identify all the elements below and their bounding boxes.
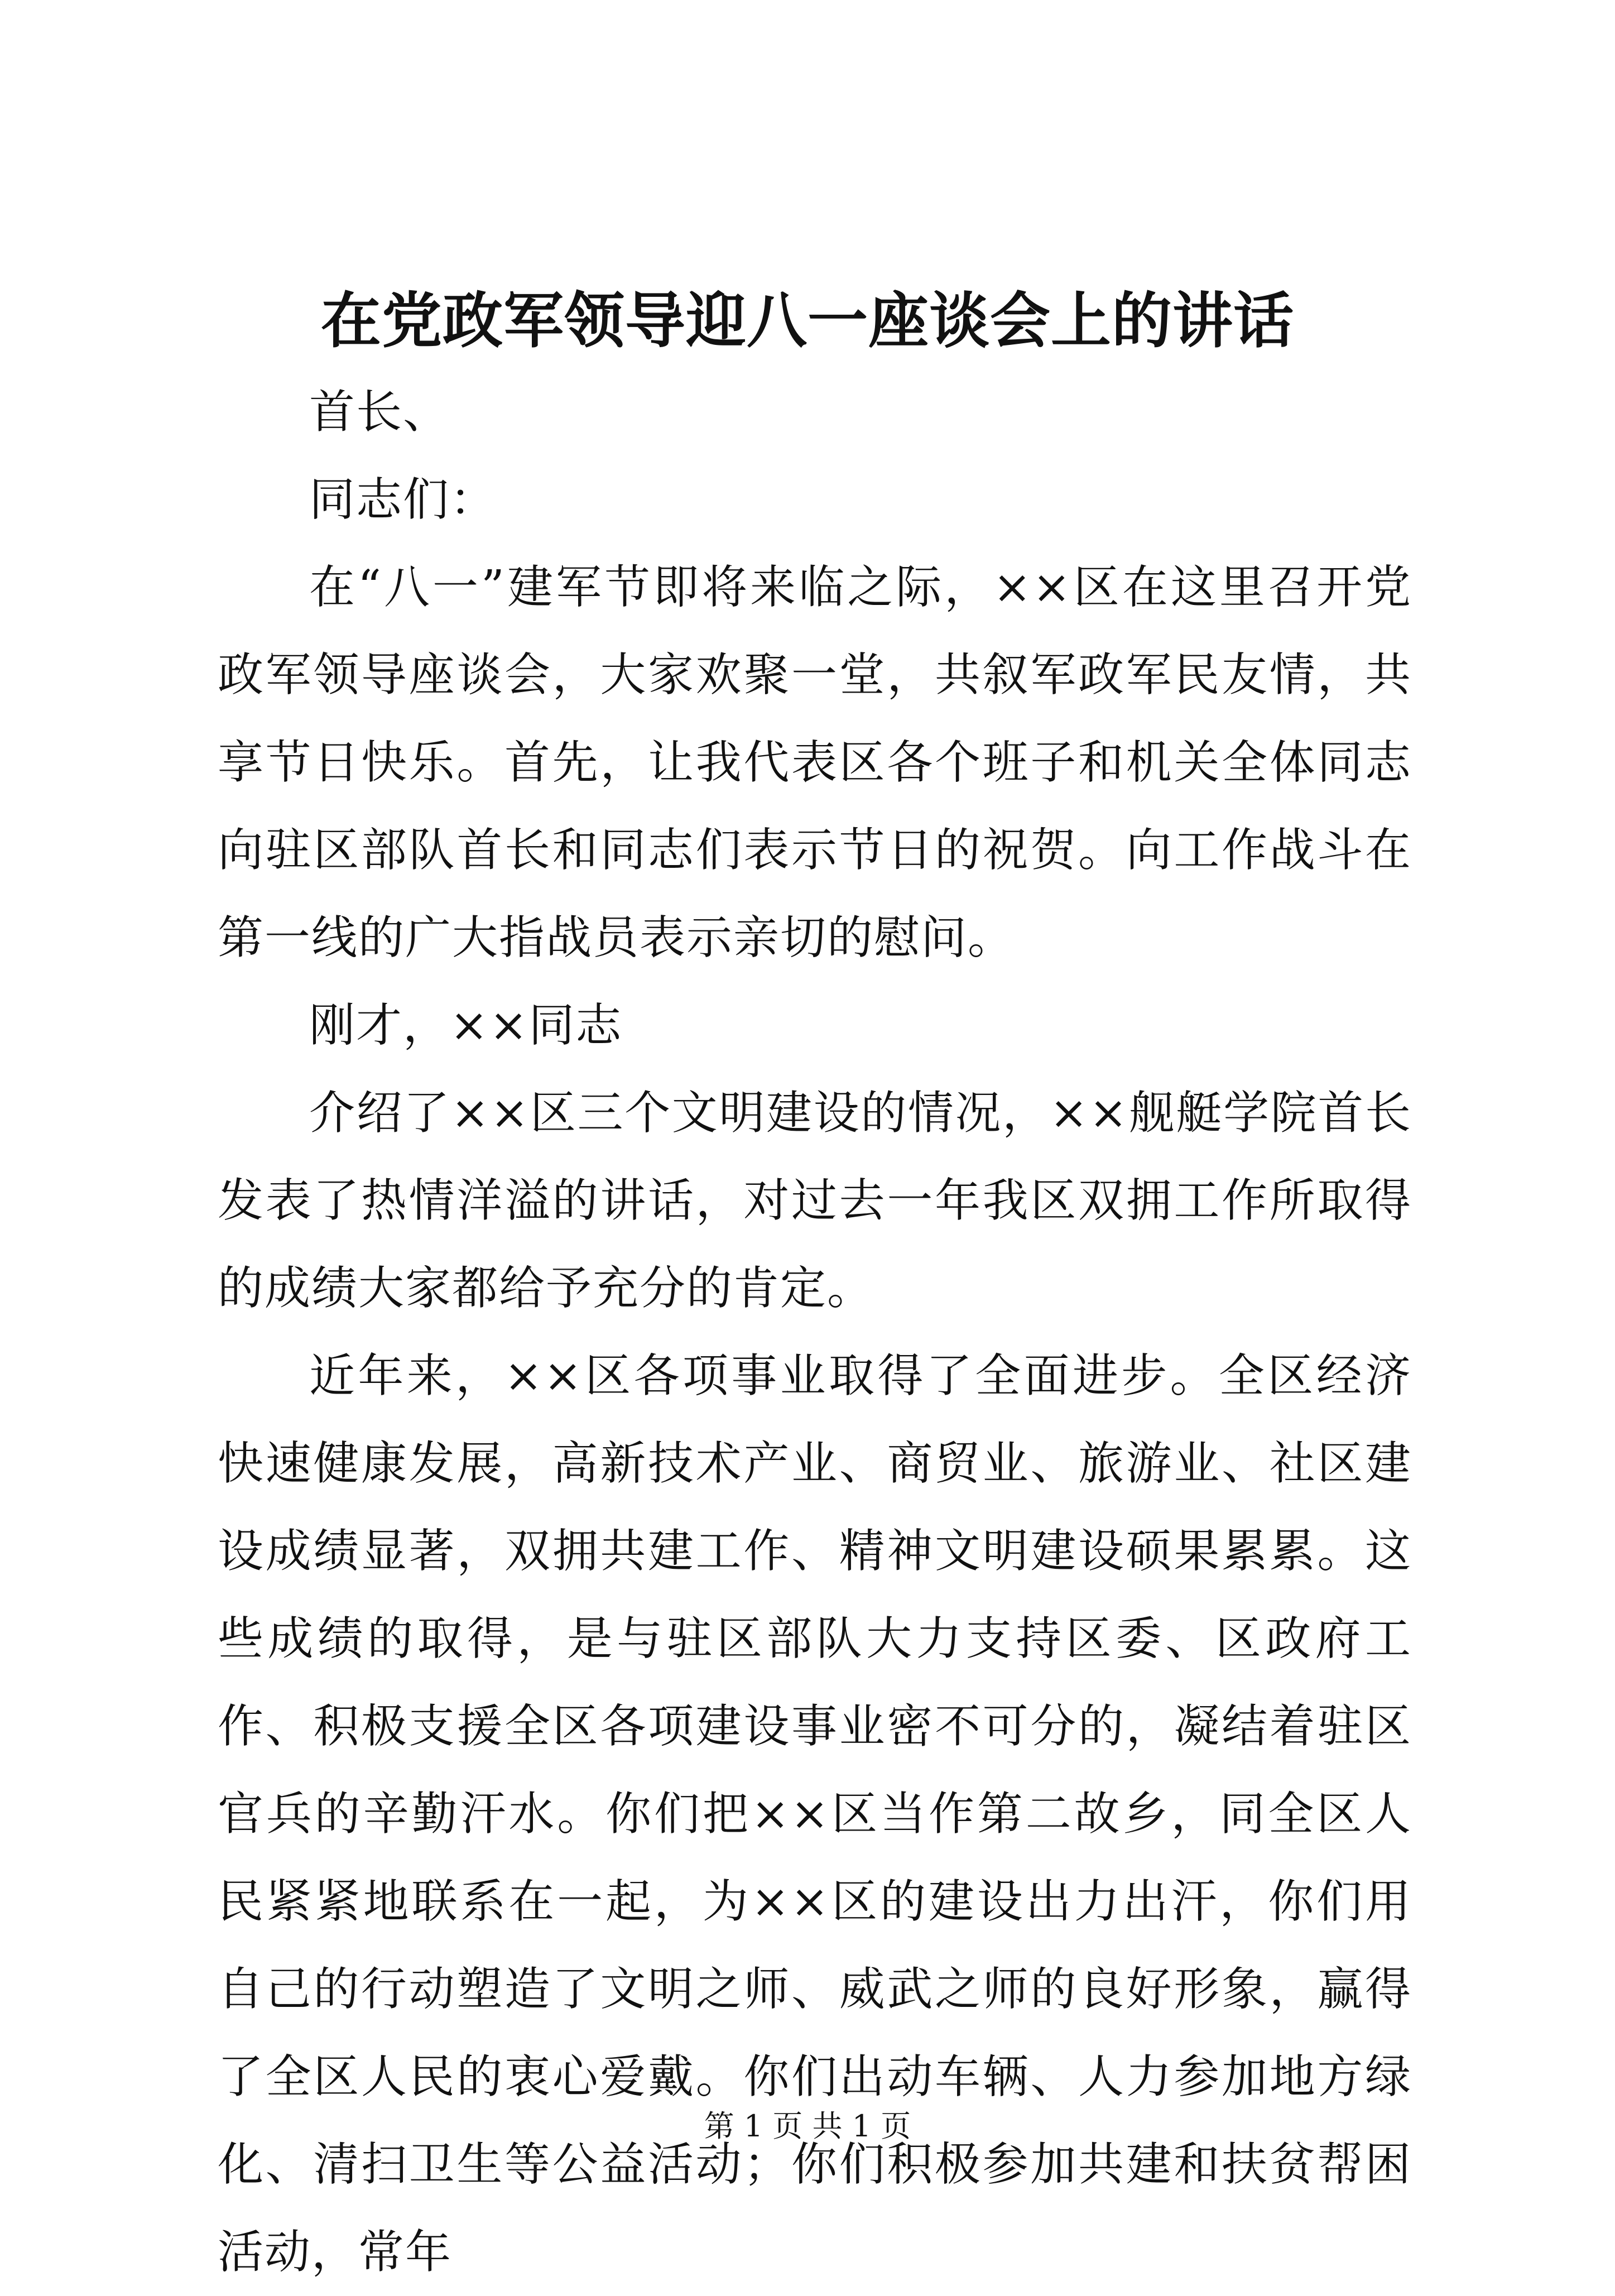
document-title: 在党政军领导迎八一座谈会上的讲话 <box>320 286 1294 356</box>
paragraph-recent-years: 近年来，××区各项事业取得了全面进步。全区经济快速健康发展，高新技术产业、商贸业、旅游业、社区建设成绩显著，双拥共建工作、精神文明建设硕果累累。这些成绩的取得，是与驻区部队大力支持区委、区政府工作、积极支援全区各项建设事业密不可分的，凝结着驻区官兵的辛勤汗水。你们把××区当作第二故乡，同全区人民紧紧地联系在一起，为××区的建设出力出汗，你们用自己的行动塑造了文明之师、威武之师的良好形象，赢得了全区人民的衷心爱戴。你们出动车辆、人力参加地方绿化、清扫卫生等公益活动；你们积极参加共建和扶贫帮困活动，常年 <box>218 1349 1412 2279</box>
salutation-line-2: 同志们： <box>309 473 497 526</box>
paragraph-introduction: 介绍了××区三个文明建设的情况，××舰艇学院首长发表了热情洋溢的讲话，对过去一年我区双拥工作所取得的成绩大家都给予充分的肯定。 <box>218 1087 1412 1315</box>
paragraph-just-now: 刚才，××同志 <box>309 999 623 1052</box>
paragraph-opening: 在“八一”建军节即将来临之际，××区在这里召开党政军领导座谈会，大家欢聚一堂，共叙军政军民友情，共享节日快乐。首先，让我代表区各个班子和机关全体同志向驻区部队首长和同志们表示节日的祝贺。向工作战斗在第一线的广大指战员表示亲切的慰问。 <box>218 561 1412 964</box>
page-footer: 第 1 页 共 1 页 <box>704 2108 911 2144</box>
document-body <box>218 368 1412 2296</box>
salutation-line-1: 首长、 <box>309 386 450 439</box>
